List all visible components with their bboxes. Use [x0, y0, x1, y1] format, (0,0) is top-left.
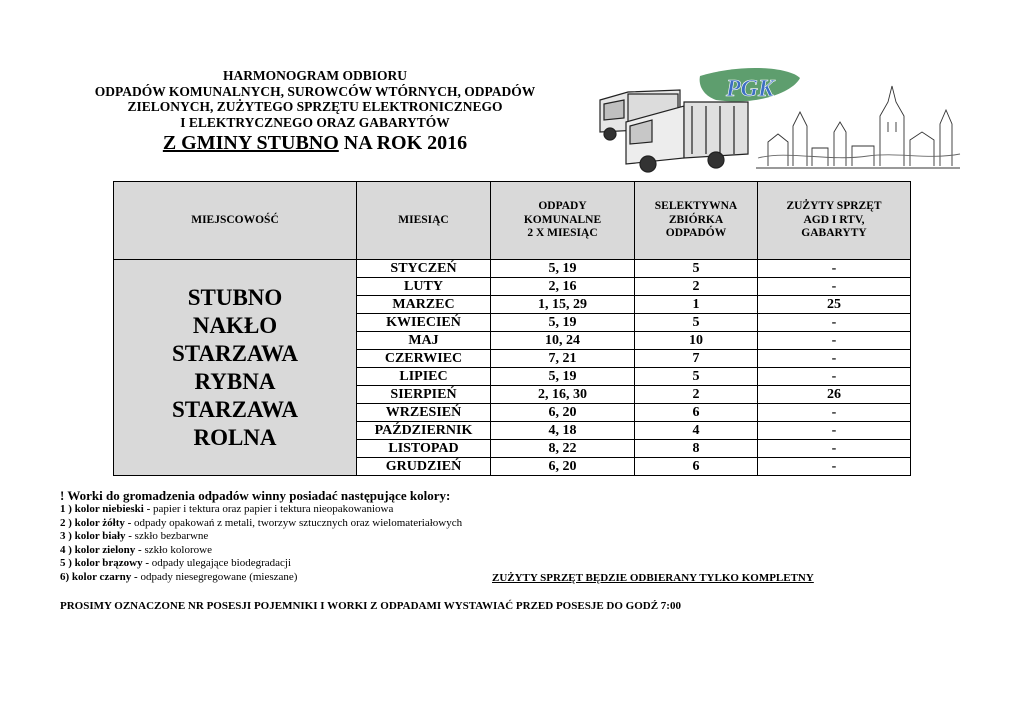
header-selective-line: ZBIÓRKA	[668, 213, 724, 226]
note-label: 6) kolor czarny -	[60, 570, 138, 583]
note-item	[60, 544, 960, 558]
bag-colors-notes	[60, 488, 960, 585]
note-text: papier i tektura oraz papier i tektura nieopakowaniowa	[150, 503, 394, 515]
note-text: szkło bezbarwne	[131, 530, 209, 543]
title-line-4: I ELEKTRYCZNEGO ORAZ GABARYTÓW	[180, 114, 450, 130]
place-name: STUBNO	[187, 284, 283, 310]
municipal-cell: 5, 19	[491, 314, 635, 332]
equipment-cell: 25	[758, 296, 911, 314]
table-row	[114, 260, 911, 278]
equipment-cell: -	[758, 458, 911, 476]
municipal-cell: 8, 22	[491, 440, 635, 458]
note-item	[60, 517, 960, 531]
note-label: 1 ) kolor niebieski -	[60, 503, 151, 515]
selective-cell: 4	[635, 422, 758, 440]
selective-cell: 2	[635, 386, 758, 404]
municipal-cell: 2, 16	[491, 278, 635, 296]
selective-cell: 5	[635, 260, 758, 278]
municipal-cell: 6, 20	[491, 458, 635, 476]
month-cell: LUTY	[357, 278, 491, 296]
logo-text: PGK	[726, 76, 774, 102]
month-cell: GRUDZIEŃ	[357, 458, 491, 476]
equipment-cell: -	[758, 260, 911, 278]
schedule-table	[113, 181, 911, 476]
equipment-cell: -	[758, 404, 911, 422]
place-name: STARZAWA	[171, 340, 299, 366]
selective-cell: 5	[635, 314, 758, 332]
municipal-cell: 4, 18	[491, 422, 635, 440]
note-label: 4 ) kolor zielony -	[60, 543, 142, 556]
equipment-cell: -	[758, 422, 911, 440]
header-municipal	[491, 182, 635, 260]
place-name: NAKŁO	[192, 312, 278, 338]
header-municipal-line: KOMUNALNE	[523, 213, 602, 226]
equipment-cell: -	[758, 368, 911, 386]
header-equipment	[758, 182, 911, 260]
place-name: RYBNA	[194, 368, 276, 394]
footer-notice: PROSIMY OZNACZONE NR POSESJI POJEMNIKI I WORKI Z ODPADAMI WYSTAWIAĆ PRZED POSESJE DO GODŹ 7:00	[60, 600, 681, 612]
note-text: szkło kolorowe	[141, 543, 212, 556]
month-cell: PAŹDZIERNIK	[357, 422, 491, 440]
month-cell: STYCZEŃ	[357, 260, 491, 278]
header-selective	[635, 182, 758, 260]
municipal-cell: 5, 19	[491, 368, 635, 386]
place-name: STARZAWA	[171, 396, 299, 422]
selective-cell: 5	[635, 368, 758, 386]
header-month: MIESIĄC	[357, 182, 491, 260]
equipment-cell: -	[758, 350, 911, 368]
municipal-cell: 6, 20	[491, 404, 635, 422]
note-item	[60, 530, 960, 544]
header-municipal-line: ODPADY	[538, 200, 587, 213]
note-item	[60, 557, 960, 571]
notes-heading: ! Worki do gromadzenia odpadów winny posiadać następujące kolory:	[60, 488, 451, 503]
month-cell: WRZESIEŃ	[357, 404, 491, 422]
note-text: odpady ulegające biodegradacji	[149, 557, 292, 570]
subtitle-year: NA ROK 2016	[338, 132, 468, 154]
month-cell: MARZEC	[357, 296, 491, 314]
municipal-cell: 2, 16, 30	[491, 386, 635, 404]
document-title	[60, 68, 570, 155]
selective-cell: 7	[635, 350, 758, 368]
note-label: 5 ) kolor brązowy -	[60, 557, 150, 570]
header-equipment-line: ZUŻYTY SPRZĘT	[786, 200, 882, 213]
municipal-cell: 7, 21	[491, 350, 635, 368]
subtitle-gmina: Z GMINY STUBNO	[162, 132, 339, 154]
note-item	[60, 503, 960, 517]
garbage-truck-icon	[588, 62, 963, 174]
header-place: MIEJSCOWOŚĆ	[114, 182, 357, 260]
selective-cell: 6	[635, 404, 758, 422]
month-cell: MAJ	[357, 332, 491, 350]
equipment-cell: -	[758, 278, 911, 296]
month-cell: LISTOPAD	[357, 440, 491, 458]
month-cell: KWIECIEŃ	[357, 314, 491, 332]
equipment-cell: -	[758, 332, 911, 350]
selective-cell: 1	[635, 296, 758, 314]
note-label: 2 ) kolor żółty -	[60, 516, 132, 529]
equipment-cell: 26	[758, 386, 911, 404]
note-text: odpady opakowań z metali, tworzyw sztucznych oraz wielomateriałowych	[131, 516, 463, 529]
month-cell: LIPIEC	[357, 368, 491, 386]
municipal-cell: 1, 15, 29	[491, 296, 635, 314]
complete-equipment-notice: ZUŻYTY SPRZĘT BĘDZIE ODBIERANY TYLKO KOMPLETNY	[492, 572, 814, 584]
title-line-2: ODPADÓW KOMUNALNYCH, SUROWCÓW WTÓRNYCH, ODPADÓW	[94, 83, 536, 99]
municipal-cell: 5, 19	[491, 260, 635, 278]
table-header-row	[114, 182, 911, 260]
selective-cell: 2	[635, 278, 758, 296]
note-text: odpady niesegregowane (mieszane)	[137, 570, 298, 583]
title-line-1: HARMONOGRAM ODBIORU	[222, 68, 408, 83]
month-cell: SIERPIEŃ	[357, 386, 491, 404]
selective-cell: 6	[635, 458, 758, 476]
selective-cell: 10	[635, 332, 758, 350]
pgk-logo	[588, 62, 963, 174]
header-selective-line: ODPADÓW	[665, 227, 727, 240]
selective-cell: 8	[635, 440, 758, 458]
municipal-cell: 10, 24	[491, 332, 635, 350]
note-label: 3 ) kolor biały -	[60, 530, 132, 543]
equipment-cell: -	[758, 440, 911, 458]
title-line-3: ZIELONYCH, ZUŻYTEGO SPRZĘTU ELEKTRONICZNEGO	[127, 99, 503, 114]
places-cell	[114, 260, 357, 476]
document-subtitle	[60, 131, 570, 155]
equipment-cell: -	[758, 314, 911, 332]
header-municipal-line: 2 X MIESIĄC	[527, 227, 598, 240]
month-cell: CZERWIEC	[357, 350, 491, 368]
header-equipment-line: AGD I RTV,	[803, 213, 865, 226]
header-equipment-line: GABARYTY	[801, 227, 867, 240]
place-name: ROLNA	[193, 424, 277, 450]
header-selective-line: SELEKTYWNA	[654, 200, 738, 213]
